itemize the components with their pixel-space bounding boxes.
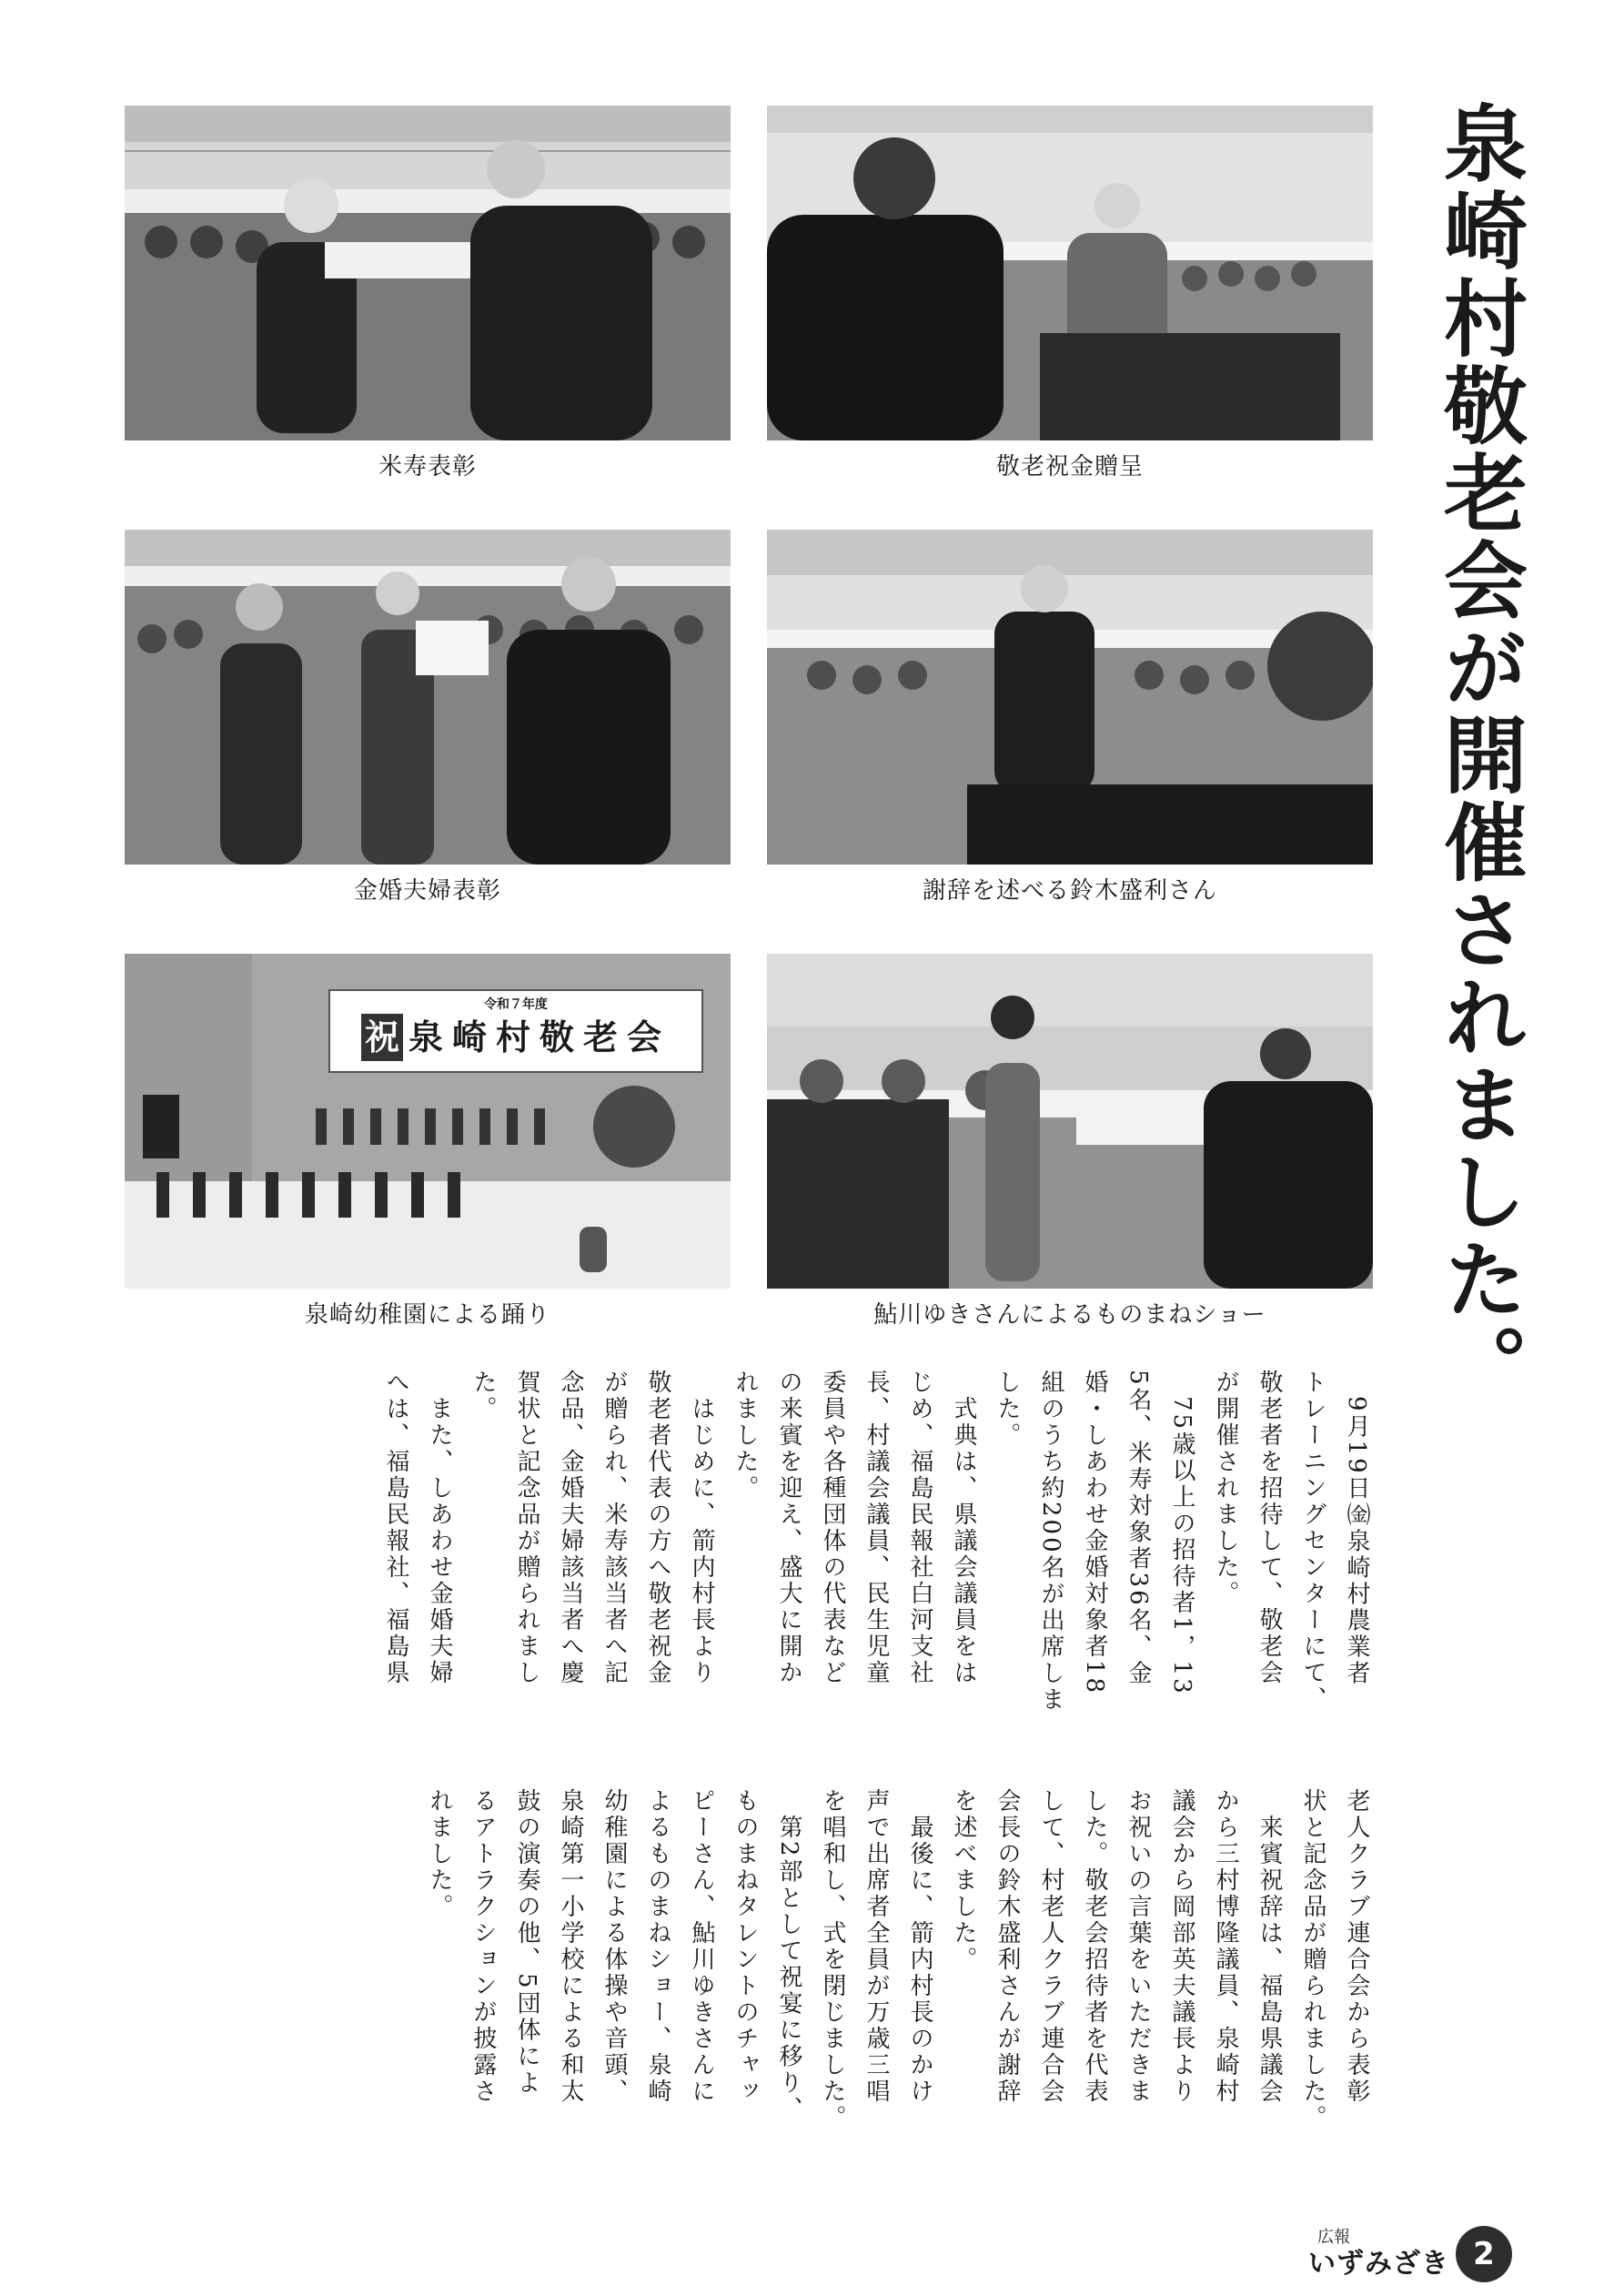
body-column: 9月19日㈮泉崎村農業者	[1343, 1370, 1370, 1687]
body-column: 委員や各種団体の代表など	[819, 1370, 846, 1686]
body-column: るアトラクションが披露さ	[469, 1788, 497, 2105]
body-column: 声で出席者全員が万歳三唱	[862, 1788, 890, 2105]
body-column: から三村博隆議員、泉崎村	[1212, 1788, 1239, 2105]
body-column: して、村老人クラブ連合会	[1037, 1788, 1064, 2105]
page-number: 2	[1456, 2226, 1512, 2282]
banner-small-text: 令和７年度	[484, 997, 548, 1012]
body-column: が贈られ、米寿該当者へ記	[600, 1370, 628, 1686]
banner-celebration-mark: 祝	[361, 1014, 403, 1061]
banner-main-text: 泉崎村敬老会	[409, 1017, 671, 1057]
body-column: れました。	[426, 1788, 453, 1920]
body-column: 会長の鈴木盛利さんが謝辞	[994, 1788, 1021, 2105]
footer-label: 広報	[1317, 2228, 1350, 2247]
body-column: れました。	[731, 1370, 759, 1502]
body-column: た。	[469, 1370, 497, 1422]
footer-publication-title: いずみざき	[1308, 2248, 1449, 2280]
body-column: 念品、金婚夫婦該当者へ慶	[557, 1370, 584, 1686]
body-column: 組のうち約200名が出席しま	[1037, 1370, 1064, 1714]
body-column: 議会から岡部英夫議長より	[1168, 1788, 1195, 2105]
photo-caption: 謝辞を述べる鈴木盛利さん	[922, 877, 1217, 905]
body-column: を述べました。	[950, 1788, 977, 1973]
body-column: はじめに、箭内村長より	[688, 1370, 715, 1686]
body-column: した。敬老会招待者を代表	[1081, 1788, 1108, 2105]
body-column: を唱和し、式を閉じました。	[819, 1788, 846, 2131]
body-column: が開催されました。	[1212, 1370, 1239, 1607]
event-banner	[329, 990, 702, 1072]
body-column: 最後に、箭内村長のかけ	[906, 1788, 933, 2105]
photo-golden-wedding-award	[125, 530, 731, 865]
body-column: 5名、米寿対象者36名、金	[1125, 1370, 1152, 1687]
body-column: 敬老者を招待して、敬老会	[1256, 1370, 1283, 1686]
photo-caption: 金婚夫婦表彰	[353, 877, 501, 905]
body-column: 老人クラブ連合会から表彰	[1343, 1788, 1370, 2105]
body-column: 婚・しあわせ金婚対象者18	[1081, 1370, 1108, 1696]
body-column: 第2部として祝宴に移り、	[775, 1788, 802, 2123]
body-column: ピーさん、鮎川ゆきさんに	[688, 1788, 715, 2105]
body-column: 敬老者代表の方へ敬老祝金	[644, 1370, 671, 1686]
photo-caption: 敬老祝金贈呈	[995, 453, 1144, 480]
photo-caption: 米寿表彰	[378, 453, 477, 480]
body-column: お祝いの言葉をいただきま	[1125, 1788, 1152, 2105]
photo-kindergarten-dance	[125, 954, 731, 1289]
photo-speech-suzuki	[767, 530, 1373, 865]
photo-beiju-award	[125, 106, 731, 440]
body-column: 賀状と記念品が贈られまし	[513, 1370, 540, 1686]
page-title: 泉崎村敬老会が開催されました。	[1430, 100, 1528, 1411]
body-column: ものまねタレントのチャッ	[731, 1788, 759, 2105]
body-column: 来賓祝辞は、福島県議会	[1256, 1788, 1283, 2105]
body-column: 状と記念品が贈られました。	[1299, 1788, 1326, 2131]
body-column: トレーニングセンターにて、	[1299, 1370, 1326, 1713]
body-column: した。	[994, 1370, 1021, 1449]
photo-caption: 鮎川ゆきさんによるものまねショー	[873, 1301, 1266, 1329]
body-column: じめ、福島民報社白河支社	[906, 1370, 933, 1686]
body-column: へは、福島民報社、福島県	[382, 1370, 409, 1686]
body-column: 75歳以上の招待者1，13	[1168, 1370, 1195, 1696]
photo-impression-show	[767, 954, 1373, 1289]
photo-congratulatory-money	[767, 106, 1373, 440]
body-column: 鼓の演奏の他、5団体によ	[513, 1788, 540, 2097]
body-column: 長、村議会議員、民生児童	[862, 1370, 890, 1686]
body-column: 幼稚園による体操や音頭、	[600, 1788, 628, 2105]
photo-caption: 泉崎幼稚園による踊り	[304, 1301, 550, 1329]
body-column: よるものまねショー、泉崎	[644, 1788, 671, 2105]
body-column: 泉崎第一小学校による和太	[557, 1788, 584, 2105]
body-column: の来賓を迎え、盛大に開か	[775, 1370, 802, 1686]
body-column: また、しあわせ金婚夫婦	[426, 1370, 453, 1686]
body-column: 式典は、県議会議員をは	[950, 1370, 977, 1686]
